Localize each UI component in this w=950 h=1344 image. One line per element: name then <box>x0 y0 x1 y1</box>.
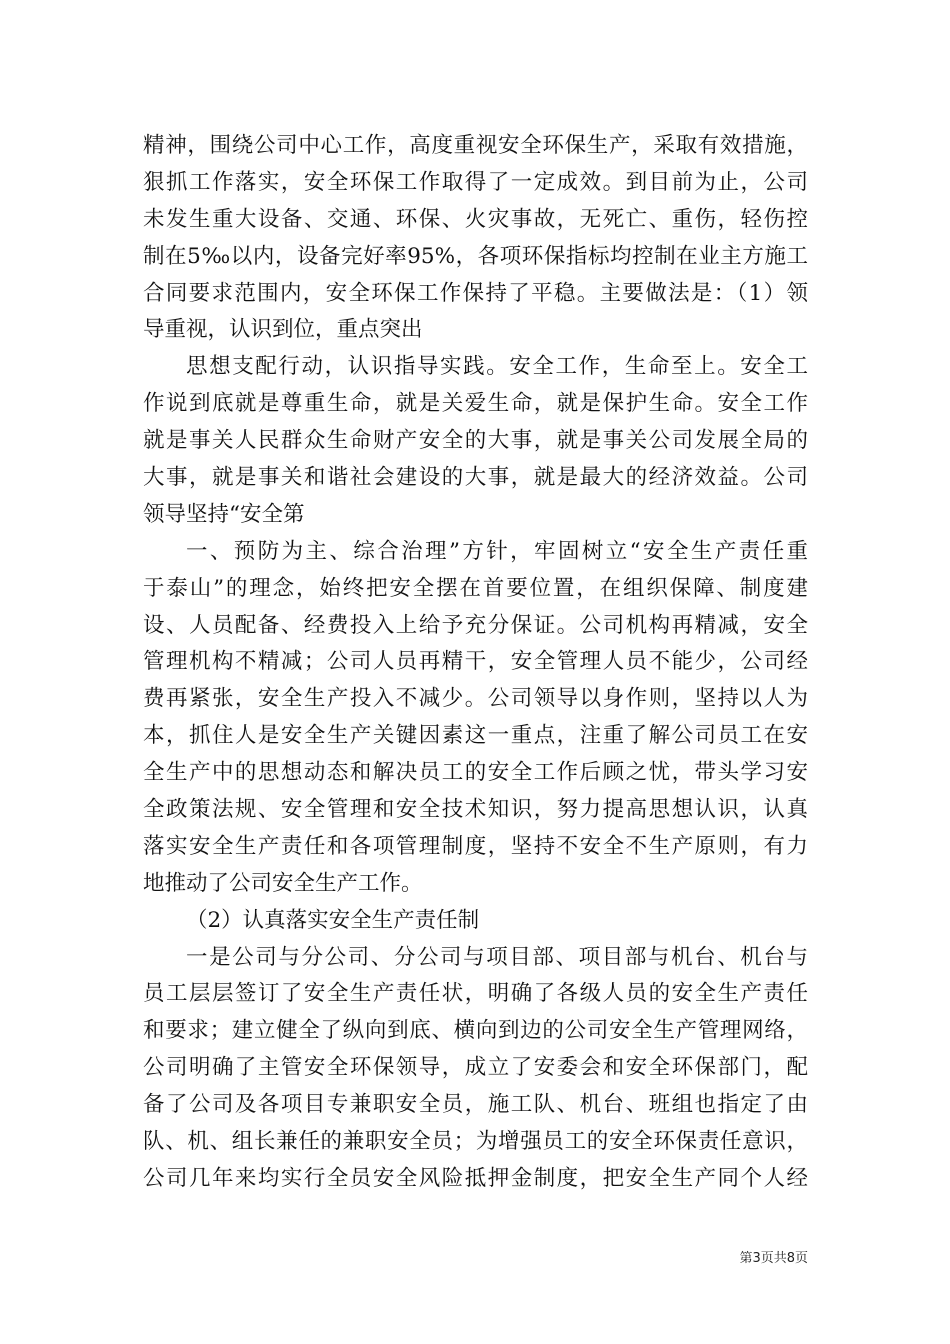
document-body <box>143 128 808 1198</box>
text-line: 全生产中的思想动态和解决员工的安全工作后顾之忧，带头学习安 <box>143 760 808 786</box>
text-line: 队、机、组长兼任的兼职安全员；为增强员工的安全环保责任意识， <box>143 1129 808 1155</box>
text-line: 于泰山”的理念，始终把安全摆在首要位置，在组织保障、制度建 <box>143 575 808 601</box>
text-line: 大事，就是事关和谐社会建设的大事，就是最大的经济效益。公司 <box>143 465 808 491</box>
text-line: 本，抓住人是安全生产关键因素这一重点，注重了解公司员工在安 <box>143 723 808 749</box>
text-line: 合同要求范围内，安全环保工作保持了平稳。主要做法是：（1）领 <box>143 280 808 306</box>
text-line: 领导坚持“安全第 <box>143 501 305 527</box>
page-number: 第3页共8页 <box>739 1251 808 1266</box>
text-line: 就是事关人民群众生命财产安全的大事，就是事关公司发展全局的 <box>143 428 808 454</box>
text-line: 制在5‰以内，设备完好率95%，各项环保指标均控制在业主方施工 <box>143 243 808 269</box>
text-line: 落实安全生产责任和各项管理制度，坚持不安全不生产原则，有力 <box>143 833 808 859</box>
text-line: 员工层层签订了安全生产责任状，明确了各级人员的安全生产责任 <box>143 981 808 1007</box>
text-line: 一是公司与分公司、分公司与项目部、项目部与机台、机台与 <box>186 944 808 970</box>
text-line: 设、人员配备、经费投入上给予充分保证。公司机构再精减，安全 <box>143 612 808 638</box>
text-line: 地推动了公司安全生产工作。 <box>143 870 423 896</box>
text-line: 公司几年来均实行全员安全风险抵押金制度，把安全生产同个人经 <box>143 1165 808 1191</box>
text-line: （2）认真落实安全生产责任制 <box>186 907 480 933</box>
text-line: 全政策法规、安全管理和安全技术知识，努力提高思想认识，认真 <box>143 797 808 823</box>
text-line: 和要求；建立健全了纵向到底、横向到边的公司安全生产管理网络， <box>143 1018 808 1044</box>
text-line: 一、预防为主、综合治理”方针，牢固树立“安全生产责任重 <box>186 538 808 564</box>
text-line: 费再紧张，安全生产投入不减少。公司领导以身作则，坚持以人为 <box>143 686 808 712</box>
text-line: 思想支配行动，认识指导实践。安全工作，生命至上。安全工 <box>186 354 808 380</box>
text-line: 管理机构不精减；公司人员再精干，安全管理人员不能少，公司经 <box>143 649 808 675</box>
text-line: 精神，围绕公司中心工作，高度重视安全环保生产，采取有效措施， <box>143 133 808 158</box>
text-line: 作说到底就是尊重生命，就是关爱生命，就是保护生命。安全工作 <box>143 391 808 417</box>
text-line: 公司明确了主管安全环保领导，成立了安委会和安全环保部门，配 <box>143 1055 808 1081</box>
text-line: 导重视，认识到位，重点突出 <box>143 317 423 343</box>
text-line: 狠抓工作落实，安全环保工作取得了一定成效。到目前为止，公司 <box>143 169 808 195</box>
text-line: 未发生重大设备、交通、环保、火灾事故，无死亡、重伤，轻伤控 <box>143 206 808 232</box>
text-line: 备了公司及各项目专兼职安全员，施工队、机台、班组也指定了由 <box>143 1092 808 1118</box>
